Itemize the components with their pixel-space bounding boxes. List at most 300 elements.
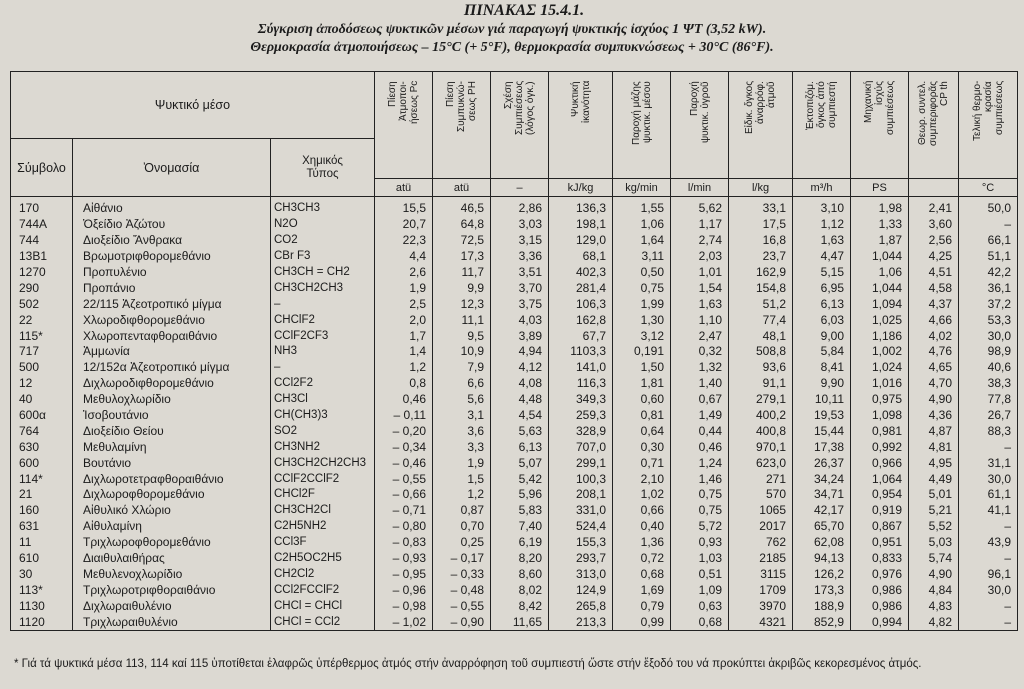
value-cell: 15,44: [793, 423, 851, 439]
symbol-cell: 610: [11, 551, 73, 567]
value-cell: 34,24: [793, 471, 851, 487]
value-cell: 293,7: [549, 551, 613, 567]
value-cell: 198,1: [549, 217, 613, 233]
value-cell: 51,2: [729, 296, 793, 312]
value-cell: 16,8: [729, 233, 793, 249]
symbol-cell: 1130: [11, 598, 73, 614]
column-unit: atü: [375, 179, 433, 197]
symbol-cell: 630: [11, 439, 73, 455]
formula-cell: CBr F3: [271, 249, 375, 265]
value-cell: 4,76: [909, 344, 959, 360]
value-cell: –: [959, 519, 1018, 535]
name-cell: Προπάνιο: [73, 280, 271, 296]
symbol-cell: 114*: [11, 471, 73, 487]
value-cell: 271: [729, 471, 793, 487]
value-cell: 0,46: [671, 439, 729, 455]
value-cell: 53,3: [959, 312, 1018, 328]
value-cell: 30,0: [959, 582, 1018, 598]
table-row: [11, 439, 1018, 455]
value-cell: 1,186: [851, 328, 909, 344]
value-cell: 4,08: [491, 376, 549, 392]
value-cell: 5,62: [671, 197, 729, 217]
value-cell: 51,1: [959, 249, 1018, 265]
value-cell: 6,6: [433, 376, 491, 392]
value-cell: – 0,55: [375, 471, 433, 487]
value-cell: 11,65: [491, 614, 549, 630]
value-cell: 1709: [729, 582, 793, 598]
value-cell: 8,20: [491, 551, 549, 567]
formula-cell: CO2: [271, 233, 375, 249]
value-cell: 4,81: [909, 439, 959, 455]
column-label: Σχέση Συμπιέσεως (λόγος ὀγκ.): [503, 81, 536, 136]
value-cell: – 0,83: [375, 535, 433, 551]
symbol-cell: 115*: [11, 328, 73, 344]
symbol-cell: 764: [11, 423, 73, 439]
table-caption-line-2: Θερμοκρασία ἀτμοποιήσεως – 15°C (+ 5°F), θερμοκρασία συμπυκνώσεως + 30°C (86°F).: [250, 40, 774, 55]
value-cell: – 0,95: [375, 566, 433, 582]
value-cell: 34,71: [793, 487, 851, 503]
column-label: Μηχανική ἰσχύς συμπιέσεως: [863, 81, 896, 136]
value-cell: 1,044: [851, 249, 909, 265]
value-cell: 1,5: [433, 471, 491, 487]
value-cell: 400,2: [729, 408, 793, 424]
formula-cell: CCl3F: [271, 535, 375, 551]
value-cell: 61,1: [959, 487, 1018, 503]
value-cell: 7,9: [433, 360, 491, 376]
value-cell: 0,66: [613, 503, 671, 519]
value-cell: 64,8: [433, 217, 491, 233]
value-cell: 2,41: [909, 197, 959, 217]
value-cell: 1,30: [613, 312, 671, 328]
name-cell: Αἰθάνιο: [73, 197, 271, 217]
value-cell: –: [959, 614, 1018, 630]
name-cell: 22/115 Ἀζεοτροπικό μίγμα: [73, 296, 271, 312]
column-header: [375, 72, 433, 179]
value-cell: 1065: [729, 503, 793, 519]
table-row: [11, 376, 1018, 392]
value-cell: 208,1: [549, 487, 613, 503]
value-cell: 9,00: [793, 328, 851, 344]
value-cell: 313,0: [549, 566, 613, 582]
formula-cell: CH3Cl: [271, 392, 375, 408]
value-cell: 19,53: [793, 408, 851, 424]
value-cell: –: [959, 598, 1018, 614]
column-unit: atü: [433, 179, 491, 197]
value-cell: 88,3: [959, 423, 1018, 439]
value-cell: 4,87: [909, 423, 959, 439]
table-row: [11, 503, 1018, 519]
value-cell: 3,70: [491, 280, 549, 296]
name-cell: Διοξείδιο Ἄνθρακα: [73, 233, 271, 249]
value-cell: 349,3: [549, 392, 613, 408]
value-cell: 570: [729, 487, 793, 503]
value-cell: 154,8: [729, 280, 793, 296]
value-cell: 1,55: [613, 197, 671, 217]
value-cell: 67,7: [549, 328, 613, 344]
column-unit: °C: [959, 179, 1018, 197]
value-cell: 4,48: [491, 392, 549, 408]
value-cell: 0,68: [613, 566, 671, 582]
value-cell: 4,83: [909, 598, 959, 614]
value-cell: 5,21: [909, 503, 959, 519]
table-row: [11, 455, 1018, 471]
value-cell: 0,79: [613, 598, 671, 614]
name-header: Ὀνομασία: [73, 139, 271, 197]
table-number: ΠΙΝΑΚΑΣ 15.4.1.: [463, 2, 585, 19]
value-cell: 2185: [729, 551, 793, 567]
value-cell: 1,36: [613, 535, 671, 551]
value-cell: 4,37: [909, 296, 959, 312]
value-cell: 4,54: [491, 408, 549, 424]
value-cell: 77,8: [959, 392, 1018, 408]
column-header: [433, 72, 491, 179]
value-cell: 0,994: [851, 614, 909, 630]
column-unit: PS: [851, 179, 909, 197]
formula-cell: CH3CH2CH2CH3: [271, 455, 375, 471]
value-cell: – 0,96: [375, 582, 433, 598]
value-cell: 970,1: [729, 439, 793, 455]
value-cell: 17,38: [793, 439, 851, 455]
table-body: [11, 197, 1018, 631]
value-cell: 1,10: [671, 312, 729, 328]
value-cell: 1,09: [671, 582, 729, 598]
column-label: Πίεση Συμπυκνώ- σεως PH: [445, 81, 478, 132]
value-cell: 2,74: [671, 233, 729, 249]
name-cell: Αἰθυλαμίνη: [73, 519, 271, 535]
value-cell: 3,1: [433, 408, 491, 424]
value-cell: 2,03: [671, 249, 729, 265]
value-cell: – 0,80: [375, 519, 433, 535]
value-cell: 1,81: [613, 376, 671, 392]
name-cell: 12/152α Ἀζεοτροπικό μίγμα: [73, 360, 271, 376]
value-cell: 1,025: [851, 312, 909, 328]
name-cell: Ὀξείδιο Ἀζώτου: [73, 217, 271, 233]
name-cell: Διχλωροφθορομεθάνιο: [73, 487, 271, 503]
column-label: Θεωρ. συντελ. συμπεριφορᾶς CP th: [917, 81, 950, 147]
value-cell: 1,9: [375, 280, 433, 296]
name-cell: Τριχλωροτριφθοραιθάνιο: [73, 582, 271, 598]
table-row: [11, 328, 1018, 344]
value-cell: 0,191: [613, 344, 671, 360]
value-cell: 4,95: [909, 455, 959, 471]
table-row: [11, 249, 1018, 265]
value-cell: 2,10: [613, 471, 671, 487]
value-cell: – 0,66: [375, 487, 433, 503]
column-unit: kJ/kg: [549, 179, 613, 197]
value-cell: – 0,20: [375, 423, 433, 439]
table-row: [11, 360, 1018, 376]
value-cell: 1,002: [851, 344, 909, 360]
value-cell: 50,0: [959, 197, 1018, 217]
value-cell: 65,70: [793, 519, 851, 535]
value-cell: – 0,93: [375, 551, 433, 567]
symbol-cell: 744A: [11, 217, 73, 233]
value-cell: 0,919: [851, 503, 909, 519]
value-cell: 0,951: [851, 535, 909, 551]
formula-cell: NH3: [271, 344, 375, 360]
value-cell: 62,08: [793, 535, 851, 551]
table-row: [11, 408, 1018, 424]
name-cell: Διχλωροτετραφθοραιθάνιο: [73, 471, 271, 487]
value-cell: 116,3: [549, 376, 613, 392]
value-cell: 3,60: [909, 217, 959, 233]
value-cell: 42,2: [959, 265, 1018, 281]
value-cell: 6,95: [793, 280, 851, 296]
table-row: [11, 471, 1018, 487]
symbol-cell: 744: [11, 233, 73, 249]
value-cell: – 1,02: [375, 614, 433, 630]
value-cell: 0,70: [433, 519, 491, 535]
value-cell: 40,6: [959, 360, 1018, 376]
name-cell: Χλωροπενταφθοραιθάνιο: [73, 328, 271, 344]
value-cell: 5,6: [433, 392, 491, 408]
value-cell: 5,03: [909, 535, 959, 551]
table-row: [11, 312, 1018, 328]
value-cell: 0,867: [851, 519, 909, 535]
column-label: Πίεση Ἀτμοποι- ήσεως Pc: [387, 81, 420, 125]
value-cell: –: [959, 439, 1018, 455]
value-cell: 26,7: [959, 408, 1018, 424]
column-header: [549, 72, 613, 179]
value-cell: 0,981: [851, 423, 909, 439]
value-cell: 11,7: [433, 265, 491, 281]
value-cell: 91,1: [729, 376, 793, 392]
value-cell: 4,94: [491, 344, 549, 360]
value-cell: 17,3: [433, 249, 491, 265]
name-cell: Ἰσοβουτάνιο: [73, 408, 271, 424]
value-cell: 188,9: [793, 598, 851, 614]
value-cell: 852,9: [793, 614, 851, 630]
value-cell: 4,51: [909, 265, 959, 281]
value-cell: 9,5: [433, 328, 491, 344]
value-cell: 38,3: [959, 376, 1018, 392]
value-cell: 41,1: [959, 503, 1018, 519]
column-label: Εἰδικ. ὄγκος ἀναρρόφ. ἀτμοῦ: [744, 81, 777, 135]
value-cell: – 0,33: [433, 566, 491, 582]
value-cell: 1,50: [613, 360, 671, 376]
value-cell: 30,0: [959, 328, 1018, 344]
value-cell: 762: [729, 535, 793, 551]
value-cell: 2,5: [375, 296, 433, 312]
value-cell: 0,75: [671, 487, 729, 503]
value-cell: 402,3: [549, 265, 613, 281]
value-cell: 4,25: [909, 249, 959, 265]
formula-cell: CH2Cl2: [271, 566, 375, 582]
value-cell: – 0,46: [375, 455, 433, 471]
column-header: [671, 72, 729, 179]
value-cell: 126,2: [793, 566, 851, 582]
column-unit: –: [491, 179, 549, 197]
value-cell: 1,044: [851, 280, 909, 296]
value-cell: 6,19: [491, 535, 549, 551]
formula-cell: CClF2CClF2: [271, 471, 375, 487]
value-cell: 26,37: [793, 455, 851, 471]
value-cell: 66,1: [959, 233, 1018, 249]
value-cell: 524,4: [549, 519, 613, 535]
value-cell: 1,24: [671, 455, 729, 471]
value-cell: 8,41: [793, 360, 851, 376]
symbol-cell: 40: [11, 392, 73, 408]
value-cell: 3,03: [491, 217, 549, 233]
value-cell: 0,81: [613, 408, 671, 424]
value-cell: 3115: [729, 566, 793, 582]
formula-cell: CH3NH2: [271, 439, 375, 455]
value-cell: 162,9: [729, 265, 793, 281]
value-cell: 17,5: [729, 217, 793, 233]
formula-cell: CCl2FCClF2: [271, 582, 375, 598]
formula-cell: N2O: [271, 217, 375, 233]
refrigerant-group-header: Ψυκτικό μέσο: [11, 72, 375, 139]
table-row: [11, 519, 1018, 535]
value-cell: 43,9: [959, 535, 1018, 551]
table-row: [11, 296, 1018, 312]
value-cell: 1,02: [613, 487, 671, 503]
formula-cell: C2H5OC2H5: [271, 551, 375, 567]
value-cell: 0,32: [671, 344, 729, 360]
value-cell: 2,0: [375, 312, 433, 328]
formula-cell: CH3CH3: [271, 197, 375, 217]
value-cell: 0,46: [375, 392, 433, 408]
value-cell: 623,0: [729, 455, 793, 471]
value-cell: 6,13: [793, 296, 851, 312]
value-cell: –: [959, 217, 1018, 233]
value-cell: 1,9: [433, 455, 491, 471]
value-cell: 0,30: [613, 439, 671, 455]
value-cell: 4,84: [909, 582, 959, 598]
table-row: [11, 535, 1018, 551]
value-cell: 5,15: [793, 265, 851, 281]
value-cell: 10,9: [433, 344, 491, 360]
formula-cell: CH(CH3)3: [271, 408, 375, 424]
formula-cell: CHCl = CHCl: [271, 598, 375, 614]
formula-cell: CClF2CF3: [271, 328, 375, 344]
formula-cell: CHCl2F: [271, 487, 375, 503]
value-cell: 33,1: [729, 197, 793, 217]
column-header: [491, 72, 549, 179]
column-header: [793, 72, 851, 179]
value-cell: 9,90: [793, 376, 851, 392]
value-cell: 0,51: [671, 566, 729, 582]
column-header: [959, 72, 1018, 179]
value-cell: 5,74: [909, 551, 959, 567]
symbol-cell: 1120: [11, 614, 73, 630]
column-unit: kg/min: [613, 179, 671, 197]
value-cell: 136,3: [549, 197, 613, 217]
value-cell: 1,06: [613, 217, 671, 233]
value-cell: 0,40: [613, 519, 671, 535]
column-header: [909, 72, 959, 179]
value-cell: 1,69: [613, 582, 671, 598]
table-row: [11, 614, 1018, 630]
formula-header: Χημικός Τύπος: [271, 139, 375, 197]
value-cell: 10,11: [793, 392, 851, 408]
value-cell: 20,7: [375, 217, 433, 233]
formula-cell: CH3CH2CH3: [271, 280, 375, 296]
value-cell: 8,42: [491, 598, 549, 614]
value-cell: 4,66: [909, 312, 959, 328]
value-cell: 162,8: [549, 312, 613, 328]
name-cell: Χλωροδιφθορομεθάνιο: [73, 312, 271, 328]
value-cell: 1,7: [375, 328, 433, 344]
symbol-cell: 1270: [11, 265, 73, 281]
value-cell: 0,954: [851, 487, 909, 503]
value-cell: 100,3: [549, 471, 613, 487]
value-cell: 0,87: [433, 503, 491, 519]
value-cell: 5,07: [491, 455, 549, 471]
value-cell: 1,87: [851, 233, 909, 249]
name-cell: Μεθυλοχλωρίδιο: [73, 392, 271, 408]
name-cell: Βρωμοτριφθορομεθάνιο: [73, 249, 271, 265]
value-cell: 0,99: [613, 614, 671, 630]
value-cell: 0,833: [851, 551, 909, 567]
symbol-cell: 22: [11, 312, 73, 328]
value-cell: 1,12: [793, 217, 851, 233]
value-cell: – 0,17: [433, 551, 491, 567]
table-row: [11, 487, 1018, 503]
value-cell: 2,47: [671, 328, 729, 344]
value-cell: 4,4: [375, 249, 433, 265]
table-row: [11, 423, 1018, 439]
symbol-cell: 600α: [11, 408, 73, 424]
name-cell: Διοξείδιο Θείου: [73, 423, 271, 439]
symbol-cell: 30: [11, 566, 73, 582]
value-cell: – 0,98: [375, 598, 433, 614]
value-cell: 1,064: [851, 471, 909, 487]
value-cell: 1,01: [671, 265, 729, 281]
column-unit: [909, 179, 959, 197]
column-header: [729, 72, 793, 179]
value-cell: 1,54: [671, 280, 729, 296]
value-cell: 1,2: [433, 487, 491, 503]
table-row: [11, 582, 1018, 598]
name-cell: Προπυλένιο: [73, 265, 271, 281]
value-cell: 299,1: [549, 455, 613, 471]
table-row: [11, 551, 1018, 567]
value-cell: 6,03: [793, 312, 851, 328]
value-cell: 155,3: [549, 535, 613, 551]
value-cell: 0,976: [851, 566, 909, 582]
symbol-cell: 113*: [11, 582, 73, 598]
value-cell: 8,02: [491, 582, 549, 598]
table-header: [11, 72, 1018, 197]
value-cell: 707,0: [549, 439, 613, 455]
column-label: Παροχή ψυκτικ. ὑγροῦ: [688, 81, 711, 143]
symbol-header: Σύμβολο: [11, 139, 73, 197]
value-cell: 0,44: [671, 423, 729, 439]
value-cell: 3,10: [793, 197, 851, 217]
value-cell: 4,49: [909, 471, 959, 487]
formula-cell: CHCl = CCl2: [271, 614, 375, 630]
value-cell: 2,86: [491, 197, 549, 217]
value-cell: 129,0: [549, 233, 613, 249]
name-cell: Διαιθυλαιθήρας: [73, 551, 271, 567]
value-cell: 1,03: [671, 551, 729, 567]
value-cell: 37,2: [959, 296, 1018, 312]
value-cell: 1,098: [851, 408, 909, 424]
value-cell: 141,0: [549, 360, 613, 376]
value-cell: 0,75: [671, 503, 729, 519]
value-cell: 0,992: [851, 439, 909, 455]
table-row: [11, 392, 1018, 408]
value-cell: 124,9: [549, 582, 613, 598]
value-cell: 5,63: [491, 423, 549, 439]
name-cell: Αἰθυλικό Χλώριο: [73, 503, 271, 519]
value-cell: 1103,3: [549, 344, 613, 360]
footnote: * Γιά τά ψυκτικά μέσα 113, 114 καί 115 ὑποτίθεται ἐλαφρῶς ὑπέρθερμος ἀτμός στήν ἀναρρόφηση τοῦ συμπιεστή ὥστε στήν ἔξοδό του νά προκύπτει ἀκριβῶς κεκορεσμένος ἀτμός.: [14, 658, 922, 670]
column-label: Παροχή μάζης ψυκτικ. μέσου: [630, 81, 653, 145]
value-cell: 1,33: [851, 217, 909, 233]
value-cell: 42,17: [793, 503, 851, 519]
